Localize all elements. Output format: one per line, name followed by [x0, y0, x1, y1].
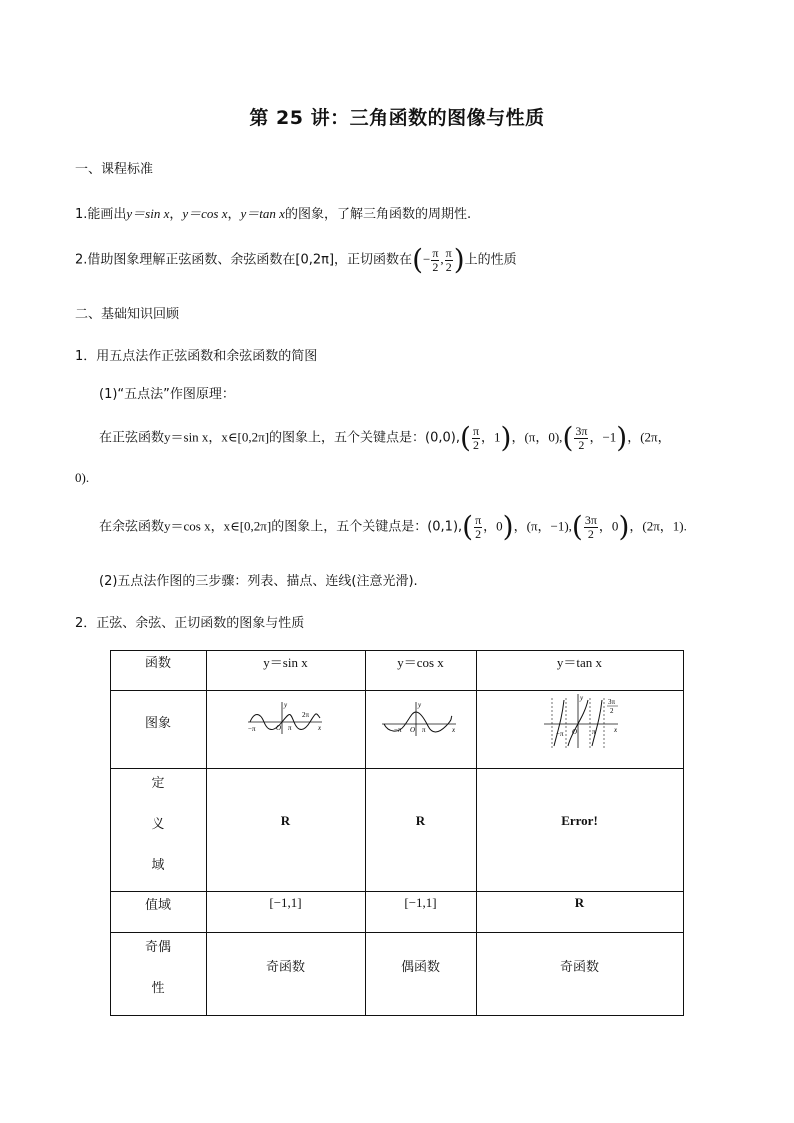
frac-num: π [445, 245, 452, 260]
header-tan: y＝tan x [556, 655, 603, 670]
fraction-pi-over-2 [472, 425, 480, 451]
sep: ， [227, 207, 241, 222]
tick-label: π [422, 726, 426, 734]
row-label-domain-2: 义 [151, 817, 165, 832]
fraction-pi-over-2 [474, 514, 482, 540]
fraction-3pi-over-2 [584, 514, 598, 540]
tan-branch [592, 700, 602, 746]
sin-graph [246, 698, 326, 738]
origin-label: O [410, 726, 416, 734]
sin-key-points [99, 421, 671, 454]
sin-mid: ，(π，0), [511, 429, 563, 445]
row-label-graph: 图象 [144, 716, 171, 731]
tick-label: −π [556, 730, 564, 738]
properties-table [110, 650, 684, 1016]
paren-left: ( [460, 421, 471, 454]
tick-label: 2π [302, 711, 310, 719]
row-label-parity-2: 性 [151, 981, 165, 996]
axis-label: y [418, 701, 422, 709]
tan-branch [554, 700, 564, 746]
paren-right: ) [453, 243, 465, 276]
paren-left: ( [562, 421, 574, 454]
sin-end: ，(2π， [627, 429, 671, 445]
row-label-range: 值域 [144, 898, 171, 913]
row-label-domain-1: 定 [151, 776, 165, 791]
axis-label: x [614, 726, 618, 734]
frac-den: 2 [587, 526, 594, 541]
sin-after2: ，−1 [589, 429, 617, 445]
page-title: 第 25 讲：三角函数的图像与性质 [249, 107, 545, 129]
header-cos: y＝cos x [397, 655, 444, 670]
axis-label: y [284, 701, 288, 709]
func-sin: y＝sin x [126, 206, 170, 221]
parity-tan: 奇函数 [559, 960, 599, 975]
axis-label: x [318, 724, 322, 732]
cos-after2: ，0 [598, 518, 619, 534]
axis-label: y [580, 694, 584, 702]
frac-num: π [432, 245, 439, 260]
sin-text2: 的图象上，五个关键点是：(0,0), [269, 430, 460, 446]
paren-right: ) [500, 421, 512, 454]
section-heading-review: 二、基础知识回顾 [75, 307, 180, 322]
parity-cos: 偶函数 [400, 960, 440, 975]
table-rule [110, 690, 684, 691]
range-tan: R [574, 895, 585, 910]
fraction-3pi-over-2 [574, 425, 588, 451]
paren-right: ) [616, 421, 628, 454]
frac-den: 2 [445, 259, 452, 274]
tick-label: −π [394, 726, 402, 734]
domain-sin: R [280, 813, 291, 828]
cos-key-points [99, 510, 687, 543]
subsection-five-point: 1．用五点法作正弦函数和余弦函数的简图 [75, 349, 318, 364]
tick-label: −π [248, 725, 256, 733]
table-rule [110, 650, 684, 651]
domain-tan: Error! [561, 813, 598, 828]
range-cos: [−1,1] [404, 895, 437, 910]
frac-num: 3π [584, 512, 597, 527]
sin-key-points-cont: 0). [75, 470, 90, 485]
item1-prefix: 1.能画出 [75, 207, 127, 222]
cos-mid: ，(π，−1), [513, 518, 572, 534]
header-function: 函数 [144, 656, 171, 671]
subsection-graphs-properties: 2．正弦、余弦、正切函数的图象与性质 [75, 616, 305, 631]
sin-func: y＝sin x，x∈[0,2π] [164, 429, 270, 445]
fraction-pi-over-2 [431, 247, 439, 273]
frac-den: 2 [578, 437, 585, 452]
frac-den: 2 [432, 259, 439, 274]
func-cos: y＝cos x [182, 206, 228, 221]
parity-sin: 奇函数 [265, 960, 305, 975]
domain-cos: R [415, 813, 426, 828]
range-sin: [−1,1] [269, 895, 302, 910]
paren-right: ) [502, 510, 514, 543]
tick-label: 2 [610, 707, 614, 715]
cos-end: ，(2π，1). [629, 518, 687, 534]
func-tan: y＝tan x [240, 206, 285, 221]
paren-left: ( [462, 510, 474, 543]
paren-left: ( [571, 510, 583, 543]
frac-den: 2 [475, 526, 482, 541]
paren-right: ) [618, 510, 630, 543]
standard-item-2 [75, 243, 517, 276]
cos-after1: ，0 [483, 518, 503, 534]
table-rule [110, 650, 111, 1016]
table-rule [110, 891, 684, 892]
tick-label: π [592, 728, 596, 736]
frac-num: 3π [575, 423, 588, 438]
table-rule [110, 1015, 684, 1016]
paren-left: ( [412, 243, 423, 276]
comma: , [440, 251, 444, 267]
minus-sign: − [423, 251, 431, 267]
three-steps: (2)五点法作图的三步骤：列表、描点、连线(注意光滑). [99, 574, 418, 589]
five-point-principle: (1)“五点法”作图原理： [99, 387, 235, 402]
fraction-pi-over-2 [445, 247, 453, 273]
item2-suffix: 上的性质 [464, 252, 517, 268]
cos-text1: 在余弦函数 [99, 519, 165, 535]
cos-func: y＝cos x，x∈[0,2π] [164, 518, 272, 534]
tick-label: 3π [608, 698, 616, 706]
tick-label: π [288, 724, 292, 732]
sin-text1: 在正弦函数 [99, 430, 165, 446]
header-sin: y＝sin x [263, 655, 308, 670]
frac-num: π [475, 512, 482, 527]
standard-item-1 [75, 203, 471, 222]
sep: ， [169, 207, 183, 222]
frac-den: 2 [472, 437, 479, 452]
table-rule [110, 932, 684, 933]
section-heading-standards: 一、课程标准 [75, 162, 154, 177]
item1-suffix: 的图象，了解三角函数的周期性. [284, 207, 472, 222]
cos-text2: 的图象上，五个关键点是：(0,1), [271, 519, 463, 535]
sin-after1: ，1 [481, 429, 501, 445]
frac-num: π [472, 423, 479, 438]
tan-graph [542, 692, 622, 750]
origin-label: O [572, 728, 578, 736]
table-rule [683, 650, 684, 1016]
cos-graph [380, 698, 460, 738]
row-label-parity-1: 奇偶 [144, 940, 171, 955]
origin-label: O [276, 724, 282, 732]
axis-label: x [452, 726, 456, 734]
row-label-domain-3: 域 [151, 858, 165, 873]
table-rule [110, 768, 684, 769]
item2-prefix: 2.借助图象理解正弦函数、余弦函数在[0,2π]，正切函数在 [75, 252, 413, 268]
